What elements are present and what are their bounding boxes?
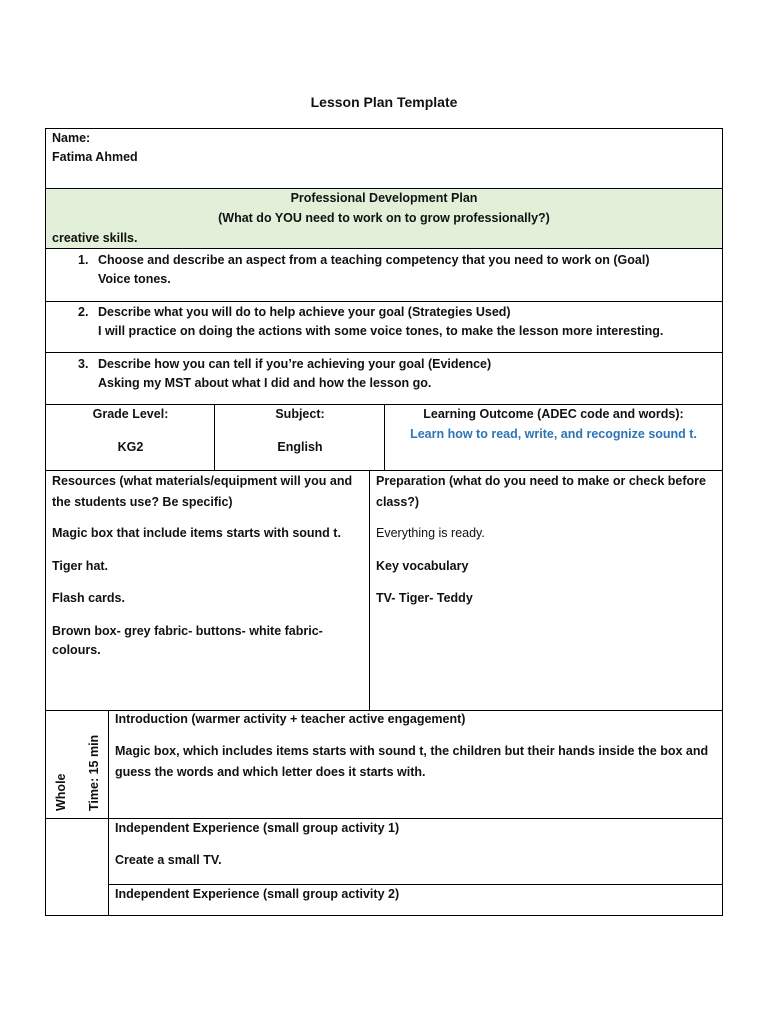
grade-label: Grade Level: <box>92 407 169 421</box>
pd-plan-section <box>46 188 722 248</box>
goal-answer: I will practice on doing the actions with some voice tones, to make the lesson more interesting. <box>98 324 664 338</box>
preparation-label: Preparation <box>376 474 446 488</box>
independent-hint: (small group activity 1) <box>259 821 400 835</box>
outcome-value: Learn how to read, write, and recognize sound t. <box>410 427 697 441</box>
page-title: Lesson Plan Template <box>310 94 458 110</box>
introduction-cell <box>108 710 722 818</box>
introduction-hint: (warmer activity + teacher active engagement) <box>187 712 466 726</box>
outcome-hint: (ADEC code and words): <box>533 407 684 421</box>
goal-answer: Voice tones. <box>98 272 171 286</box>
preparation-status: Everything is ready. <box>376 526 485 540</box>
resource-item: Magic box that include items starts with sound t. <box>52 526 341 540</box>
learning-outcome-cell <box>384 404 722 470</box>
goal-prompt: Choose and describe an aspect from a teaching competency that you need to work on (Goal) <box>98 253 650 267</box>
goal-prompt: Describe what you will do to help achieve your goal (Strategies Used) <box>98 305 511 319</box>
time-column-cell <box>46 710 109 818</box>
introduction-label: Introduction <box>115 712 188 726</box>
resources-label: Resources <box>52 474 116 488</box>
grade-value: KG2 <box>117 440 144 454</box>
whole-label: Whole <box>54 773 68 811</box>
introduction-text: Magic box, which includes items starts with sound t, the children but their hands inside the box and guess the words and which letter does it starts with. <box>115 744 709 779</box>
independent-label: Independent Experience <box>115 887 260 901</box>
resources-cell <box>46 470 370 710</box>
goal-2-section <box>46 301 722 352</box>
pd-plan-heading: Professional Development Plan <box>290 191 478 205</box>
time-label: Time: 15 min <box>87 734 101 811</box>
goal-prompt: Describe how you can tell if you’re achieving your goal (Evidence) <box>98 357 492 371</box>
goal-answer: Asking my MST about what I did and how the lesson go. <box>98 376 432 390</box>
grade-level-cell <box>46 404 215 470</box>
name-section <box>46 129 722 189</box>
subject-value: English <box>277 440 323 454</box>
lesson-plan-table <box>45 128 723 916</box>
independent-text: Create a small TV. <box>115 853 222 867</box>
outcome-label: Learning Outcome <box>423 407 534 421</box>
independent-1-cell <box>108 818 722 884</box>
resource-item: Flash cards. <box>52 591 125 605</box>
preparation-hint: (what do you need to make or check before class?) <box>376 474 706 509</box>
vocab-label: Key vocabulary <box>376 559 469 573</box>
name-value: Fatima Ahmed <box>52 150 138 164</box>
goal-number: 2. <box>78 305 89 319</box>
resource-item: Tiger hat. <box>52 559 109 573</box>
independent-hint: (small group activity 2) <box>259 887 400 901</box>
resource-item: Brown box- grey fabric- buttons- white fabric- colours. <box>52 624 323 657</box>
goal-3-section <box>46 352 722 404</box>
vocab-value: TV- Tiger- Teddy <box>376 591 473 605</box>
resources-hint: (what materials/equipment will you and the students use? Be specific) <box>52 474 353 509</box>
independent-2-cell <box>108 884 722 915</box>
pd-plan-question: (What do YOU need to work on to grow professionally?) <box>218 211 550 225</box>
empty-side-cell <box>46 818 109 915</box>
subject-cell <box>214 404 385 470</box>
goal-number: 1. <box>78 253 89 267</box>
subject-label: Subject: <box>275 407 325 421</box>
goal-number: 3. <box>78 357 89 371</box>
preparation-cell <box>369 470 722 710</box>
pd-plan-answer: creative skills. <box>52 231 138 245</box>
goal-1-section <box>46 248 722 301</box>
name-label: Name: <box>52 131 91 145</box>
independent-label: Independent Experience <box>115 821 260 835</box>
